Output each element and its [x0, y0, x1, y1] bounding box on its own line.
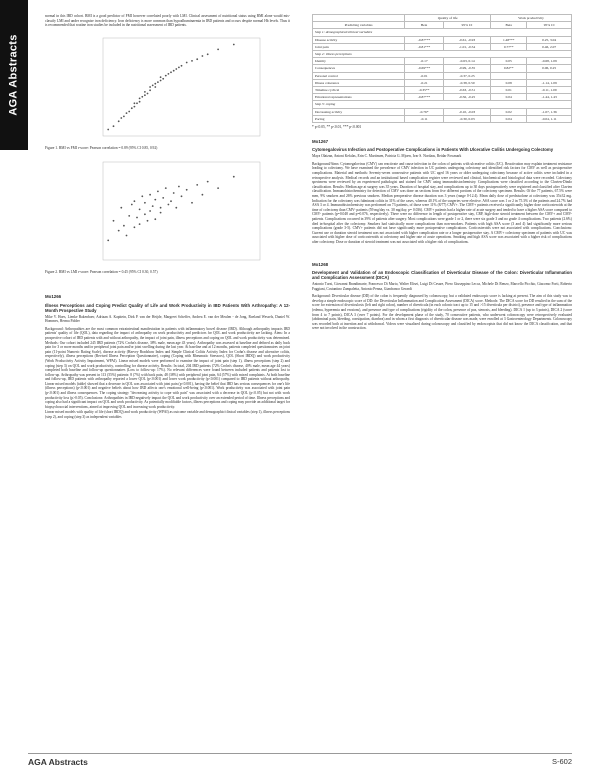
scatter-point	[131, 107, 133, 109]
abstract-id-mo1266: Mo1266	[45, 293, 62, 299]
table-cell-label: Consequences	[313, 65, 405, 72]
scatter-point	[144, 94, 146, 96]
table-cell: -0.11	[405, 115, 444, 122]
table-row	[313, 108, 572, 115]
scatter-point	[207, 181, 209, 183]
sidebar-tab	[0, 0, 28, 150]
table-cell-label: Identity	[313, 58, 405, 65]
sidebar-label-wrap	[0, 0, 28, 150]
table-group-row	[313, 29, 572, 36]
scatter-point	[196, 58, 198, 60]
table-cell	[527, 72, 572, 79]
scatter-point	[196, 184, 198, 186]
figure-1-chart	[45, 32, 290, 144]
table-cell: -1.14, 1.09	[527, 79, 572, 86]
scatter-point	[149, 210, 151, 212]
scatter-point	[152, 206, 154, 208]
scatter-point	[134, 102, 136, 104]
scatter-point	[160, 76, 162, 78]
scatter-point	[160, 212, 162, 214]
scatter-point	[160, 207, 162, 209]
table-cell-label: Personal control	[313, 72, 405, 79]
scatter-point	[144, 202, 146, 204]
figure-2-caption: Figure 2. BMI vs LMI r-score: Pearson correlation = 0.45 (95% CI 0.30, 0.57)	[45, 270, 158, 275]
abstract-authors-mo1268: Antonio Tursi, Giovanni Brandimarte, Francesco Di Mario, Walter Elisei, Luigi Di Cesare, Piero Giuseppino Lecca, Michele Di Renzo, Marcello Picchio, Giacomo Forti, Roberto Faggiani, Costantino Zampaletta, Antonio Penna, Gianfranco Gerardi	[312, 282, 572, 291]
figure-1-caption: Figure 1. BMI vs FMI r-score: Pearson correlation = 0.89 (95% CI 0.85, 0.92)	[45, 145, 158, 150]
scatter-point	[165, 188, 167, 190]
scatter-point	[113, 220, 115, 222]
abstract-body-mo1267: Background/Aims: Cytomegalovirus (CMV) can reactivate and cause infection in the colon of patients with ulcerative colitis (UC). Reactivation may explain treatment resistance leading to colectomy. We have examined the prevalence of CMV infection in UC patients undergoing colectomy and identified risk factors for CMV as well as postoperative complications. Material and methods: Seventy-seven consecutive patients with UC aged 16 years or older undergoing colectomy because of active colitis were included in a retrospective analysis. Medical records and an institutional based complication register were reviewed and clinical, biochemical and histological data were recorded. Colectomy specimens were reviewed by an experienced pathologist and stained for CMV using immunohistochemistry. Complications were classified according to the Clavien-Dindo classification. Results: Median age at surgery was 35 years. Duration of hospital stay, and complications up to 30 days postoperatively were registered and classified after Clavien classification. Immunohistochemistry for detection of CMV was done on sections from five different portions of the colectomy specimen. Results: Of the 77 patients, 67.5% were men, 9% smokers and 26% previous smokers. Median preoperative disease duration was 3 years (range 0-12.4). Mean daily dose of prednisolone at colectomy was 35±32 mg. Indication for the colectomy was fulminant colitis in 31% of the cases, whereas 40.1% of the surgeries were elective. ASA score was 1 or 2 in 75.3% of the patients and 24.7% had ASA 3 or 4. Immunohistochemistry was performed on 73 patients, of those were 11% (8/77) CMV+. The CMV+ patients received a significantly higher dose corticosteroids at the time of colectomy than CMV- patients (59 mg/day vs. 30 mg/day, p= 0.036). CMV+ patients had a higher rate of acute surgery and tended to have a higher ASA score compared to CMV- patients (p=0.048 and p=0.076, respectively). There were no difference in length of postoperative stay, CRP, high-dose steroid treatment between the CMV+ and CMV- patients. Complications occurred in 39% of patients after surgery. Most complications were grade 1 or 2, there were six grade 3 and no grade 4 complications. Two patients (2.6%) died in-hospital after the colectomy. Smokers had statistically more complications than non-smokers. Patients with high ASA score (3 and 4) had significantly more serious complications (grade 3-5). CMV+ patients did not have significantly more postoperative complications. Corticosteroids were not associated with complications. Conclusions: Current use or duration steroid treatment was not associated with higher complication rate or a longer postoperative stay. A CMV+ colectomy specimen of patients with UC was associated with higher dose of corticosteroids at colectomy and higher rate of acute operations. Smoking and high ASA score was associated with a higher risk of complications after colectomy. Dose or duration of steroid treatment was not associated with a higher risk of complications.	[312, 161, 572, 244]
table-cell-label: Joint pain	[313, 43, 405, 50]
table-cell-label: Step 1: demographical/clinical variables	[313, 29, 572, 36]
table-row	[313, 115, 572, 122]
table-row	[313, 43, 572, 50]
scatter-point	[175, 68, 177, 70]
table-cell-label: Emotional representations	[313, 94, 405, 101]
table-column-header: Beta	[491, 22, 527, 29]
scatter-point	[120, 207, 122, 209]
scatter-point	[139, 97, 141, 99]
table-column-header: Predicting variables	[313, 22, 405, 29]
scatter-point	[173, 70, 175, 72]
scatter-point	[162, 78, 164, 80]
page-footer	[28, 757, 572, 771]
left-column	[45, 14, 290, 421]
scatter-point	[168, 73, 170, 75]
scatter-point	[107, 128, 109, 130]
table-row	[313, 94, 572, 101]
scatter-point	[154, 86, 156, 88]
figure-2-chart	[45, 156, 290, 268]
table-cell: -0.30, 0.03	[443, 115, 490, 122]
scatter-point	[113, 125, 115, 127]
table-cell: -0.68, 1.09	[527, 58, 572, 65]
table-cell: 1.48***	[491, 36, 527, 43]
table-cell-label: Decreasing activity	[313, 108, 405, 115]
scatter-point	[118, 230, 120, 232]
table-row	[313, 36, 572, 43]
abstract-authors-mo1266: Mike V. Hoes, Lienke Bakenboer, Adriaan A. Kapitein, Dirk P. van der Heijde, Margreet Scheffer, Andrea E. van der Meulen - de Jong, Roeland Wessels, Daniel W. Hommes, Herma Fidder	[45, 314, 290, 324]
scatter-point	[154, 219, 156, 221]
table-cell-label: Disease activity	[313, 36, 405, 43]
table-cell-label: Step 2: illness perceptions	[313, 51, 572, 58]
scatter-point	[126, 112, 128, 114]
table-column-header: Beta	[405, 22, 444, 29]
table-cell: -0.87***	[405, 36, 444, 43]
figure-1	[45, 32, 290, 151]
table-cell: -0.17	[405, 58, 444, 65]
scatter-point	[141, 96, 143, 98]
scatter-point	[147, 92, 149, 94]
table-cell: -0.10, -0.03	[443, 108, 490, 115]
abstract-body-mo1266: Background: Arthropathies are the most common extraintestinal manifestation in patients with inflammatory bowel disease (IBD). Although arthropathy impacts IBD patients' quality of life (QOL), data regarding the impact of arthropathy on work productivity and predictors for QOL and work productivity are lacking. Aims: In a prospective cohort of IBD patients with and without arthropathy, the impact of joint pain, illness perceptions and coping on QOL and work productivity was determined. Methods: Our cohort included 245 IBD patients (72% Crohn's disease, 38% male, mean age 43 years). Arthropathy was assessed at baseline and defined as daily back pain for 3 or more months and/or peripheral joint pain and/or joint swelling during the last year. At baseline and at 12 months, patients completed questionnaires on joint pain (11-point Numeric Rating Scale), disease activity (Harvey Bradshaw Index and Simple Clinical Colitis Activity Index for Crohn's disease and ulcerative colitis, respectively), illness perceptions (Revised Illness Perception Questionnaire), coping (Coping with Rheumatic Stressors), QOL (Short IBDQ) and work productivity (Work Productivity Activity Impairment, WPAI). Linear mixed models were performed to examine the impact of joint pain (step 1), illness perceptions (step 2) and coping (step 3) on QOL and work productivity, controlling for disease activity. Results: In total, 204 IBD patients (72% Crohn's disease, 40% male, mean age 44 years) completed both baseline and follow-up questionnaires (Loss to follow-up: 17%). No relevant differences were found between included patients and patients lost to follow-up. Arthropathy was present in 113 (55%) patients: 8 (7%) with back pain, 48 (38%) with peripheral joint pain, 64 (57%) with mixed complaints. At both baseline and follow-up, IBD patients with arthropathy reported a lower QOL (p<0.001) and lower work productivity (p<0.001) compared to IBD patients without arthropathy. Linear mixed models (table) showed that a decrease in QOL was associated with joint pain (p<0.001), having the belief that IBD has serious consequences for one's life (illness perceptions) (p<0.001) and negative beliefs about how IBD affects one's emotional well-being (p<0.001). Work productivity was associated with joint pain (p<0.001) and illness consequences. The coping strategy "decreasing activity to cope with pain" was associated with a decrease in QOL (p<0.05) but not with work productivity loss (p>0.05). Conclusions: Arthropathies in IBD negatively impact the QOL and work productivity over an extended period of time. Illness perceptions and coping also had a significant impact on QOL and work productivity. As potentially modifiable factors, illness perceptions and coping may provide an additional target for biopsychosocial interventions, aimed at improving QOL and increasing work productivity.	[45, 326, 290, 409]
table-column-header: 95% CI	[527, 22, 572, 29]
abstract-id-mo1267: Mo1267	[312, 138, 329, 144]
table-cell: -1.07, 1.36	[527, 108, 572, 115]
scatter-point	[181, 196, 183, 198]
plot-frame	[103, 38, 260, 136]
scatter-point	[134, 227, 136, 229]
results-table	[312, 14, 572, 123]
table-group-row	[313, 51, 572, 58]
scatter-point	[217, 188, 219, 190]
scatter-point	[134, 105, 136, 107]
scatter-point	[118, 120, 120, 122]
scatter-point	[191, 202, 193, 204]
scatter-point	[147, 220, 149, 222]
scatter-point	[139, 224, 141, 226]
table-cell: -0.69***	[405, 65, 444, 72]
table-row	[313, 72, 572, 79]
table-cell: 0.05	[491, 58, 527, 65]
scatter-point	[165, 74, 167, 76]
table-cell: 0.06, 0.25	[527, 65, 572, 72]
table-cell: -0.87***	[405, 94, 444, 101]
scatter-point	[217, 48, 219, 50]
scatter-point	[202, 55, 204, 57]
scatter-point	[144, 91, 146, 93]
table-cell: -0.38, 0.50	[443, 79, 490, 86]
table-cell: 0.46, 2.07	[527, 43, 572, 50]
table-cell: -0.99, -0.35	[443, 65, 490, 72]
scatter-point	[181, 65, 183, 67]
table-cell	[491, 72, 527, 79]
scatter-point	[136, 102, 138, 104]
abstract-title-mo1266: Illness Perceptions and Coping Predict Quality of Life and Work Productivity in IBD Patients With Arthropathy: A 12-Month Prospective Study	[45, 302, 290, 313]
scatter-point	[131, 204, 133, 206]
scatter-point	[107, 240, 109, 242]
table-row	[313, 79, 572, 86]
table-row	[313, 58, 572, 65]
scatter-point	[128, 215, 130, 217]
scatter-point	[149, 89, 151, 91]
scatter-point	[123, 225, 125, 227]
table-header-group-work: Work productivity	[491, 15, 572, 22]
scatter-point	[202, 194, 204, 196]
table-cell: -0.56, -0.25	[443, 94, 490, 101]
abstract-id-mo1268: Mo1268	[312, 261, 329, 267]
intro-paragraph: normal in this IBD cohort. BMI is a good predictor of FMI however correlated poorly with LMI. Clinical assessment of nutritional status using BMI alone would mis-classify LMI and under recognise iron deficiency. Iron deficiency is more common than hypoalbuminaemia in IBD patients and occurs despite normal Hb levels. Thus it is recommended that routine iron studies be included in the nutritional assessment of IBD patients.	[45, 14, 290, 28]
table-cell: -0.81***	[405, 43, 444, 50]
scatter-point	[207, 53, 209, 55]
scatter-point	[141, 196, 143, 198]
table-cell: -0.61, -0.93	[443, 36, 490, 43]
table-cell: -1.01, -0.54	[443, 43, 490, 50]
scatter-point	[178, 186, 180, 188]
scatter-point	[149, 194, 151, 196]
abstract-body2-mo1266: Linear mixed models with quality of life (short IBDQ) and work productivity (WPAI) as outcome variable and demographic/clinical variables (step 1), illness perceptions (step 2), and coping (step 3) as independent variables	[45, 410, 290, 420]
table-cell: -0.01	[405, 72, 444, 79]
scatter-point	[233, 176, 235, 178]
scatter-point	[139, 101, 141, 103]
scatter-point	[170, 201, 172, 203]
table-cell: 0.82**	[491, 65, 527, 72]
table-cell: -0.21	[405, 79, 444, 86]
scatter-point	[160, 79, 162, 81]
table-cell: 0.08	[491, 79, 527, 86]
table-header-group-qol: Quality of life	[405, 15, 491, 22]
footer-journal: AGA Abstracts	[28, 757, 88, 767]
abstract-title-mo1267: Cytomegalovirus Infection and Postoperative Complications in Patients With Ulcerative Colitis Undergoing Colectomy	[312, 147, 554, 153]
sidebar-label: AGA Abstracts	[8, 34, 21, 116]
scatter-point	[186, 61, 188, 63]
table-header-groups	[313, 15, 572, 22]
plot-frame	[103, 162, 260, 260]
table-header-columns	[313, 22, 572, 29]
figure-2-svg	[45, 156, 290, 268]
abstract-authors-mo1267: Maya Olaizan, Antoni Kefalas, Erin C. Martinsen, Patricia G. Mjoen, Ivar S. Nordaas, Reidar Fossmark	[312, 154, 462, 159]
scatter-point	[123, 115, 125, 117]
table-cell: -0.37, 0.25	[443, 72, 490, 79]
table-cell: -0.76*	[405, 108, 444, 115]
table-cell: 0.02	[491, 108, 527, 115]
table-cell: -0.35**	[405, 87, 444, 94]
scatter-point	[144, 214, 146, 216]
scatter-point	[162, 197, 164, 199]
scatter-point	[120, 117, 122, 119]
scatter-point	[126, 235, 128, 237]
table-cell: 0.04	[491, 94, 527, 101]
scatter-point	[157, 81, 159, 83]
scatter-point	[136, 217, 138, 219]
table-cell: 0.25, 3.04	[527, 36, 572, 43]
right-column	[312, 14, 572, 332]
scatter-point	[186, 189, 188, 191]
scatter-point	[173, 192, 175, 194]
footer-rule	[28, 753, 572, 754]
scatter-point	[134, 201, 136, 203]
scatter-point	[154, 199, 156, 201]
table-column-header: 95% CI	[443, 22, 490, 29]
table-body	[313, 29, 572, 123]
table-row	[313, 65, 572, 72]
figure-2	[45, 156, 290, 275]
scatter-point	[191, 60, 193, 62]
table-group-row	[313, 101, 572, 108]
table-cell: 0.01	[491, 87, 527, 94]
scatter-point	[139, 209, 141, 211]
scatter-point	[149, 86, 151, 88]
table-note: * p<0.05, ** p<0.01, *** p<0.001	[312, 125, 362, 130]
table-cell-label: Pacing	[313, 115, 405, 122]
table-cell-label: Step 3: coping	[313, 101, 572, 108]
table-cell: 0.04	[491, 115, 527, 122]
scatter-point	[152, 84, 154, 86]
scatter-point	[128, 110, 130, 112]
scatter-point	[175, 207, 177, 209]
table-cell: -1.44, 1.43	[527, 94, 572, 101]
table-cell: -0.11, 1.09	[527, 87, 572, 94]
footer-page-number: S-602	[551, 757, 572, 766]
table-cell: -0.04, 1.11	[527, 115, 572, 122]
table-cell-label: Illness coherence	[313, 79, 405, 86]
abstract-title-mo1268: Development and Validation of an Endoscopic Classification of Diverticular Disease of the Colon: Diverticular Inflammation and Complication Assessment (DICA)	[312, 270, 572, 281]
abstract-body-mo1268: Background: Diverticular disease (DD) of the colon is frequently diagnosed by colonoscopy, but a validated endoscopic score is lacking at present. The aim of this study was to develop a simple endoscopic score of DD: the Diverticular Inflammation and Complication Assessment (DICA) score. Methods: The DICA score for DD resulted in the sum of the score for extension of diverticulosis (left and right colon), number of diverticula (in each colonic tract up to 15 and >15 diverticula per district), presence and type of inflammation (edema, hyperemia and erosions), and presence and type of complications (rigidity of the colon, presence of pus, stenosis, and bleeding). DICA 1 (up to 3 points), DICA 2 (score from 4 to 7 points), DICA 3 (over 7 points). For the development phase of the study, 70 consecutive patients, who underwent colonoscopy were retrospectively evaluated (abdominal pain, bleeding, constipation, diarrhea) and in whom a first diagnosis of diverticular disease was made, were enrolled at 3 Gastroenterology Departments. Colonoscopy was recorded both at insertion and at withdrawal. Videos were visualized during colonoscopy and classified by endoscopists that did not know the DICA classification, and that were not involved in the construction.	[312, 294, 572, 331]
figure-1-svg	[45, 32, 290, 144]
scatter-point	[233, 43, 235, 45]
table-cell-label: Timeline cyclical	[313, 87, 405, 94]
table-cell: -0.63, -0.51	[443, 87, 490, 94]
table-row	[313, 87, 572, 94]
scatter-point	[168, 204, 170, 206]
table-cell: -0.63, 0.14	[443, 58, 490, 65]
scatter-point	[170, 71, 172, 73]
scatter-point	[154, 83, 156, 85]
table-header-blank	[313, 15, 405, 22]
table-cell: 0.77**	[491, 43, 527, 50]
scatter-point	[157, 191, 159, 193]
scatter-point	[178, 66, 180, 68]
